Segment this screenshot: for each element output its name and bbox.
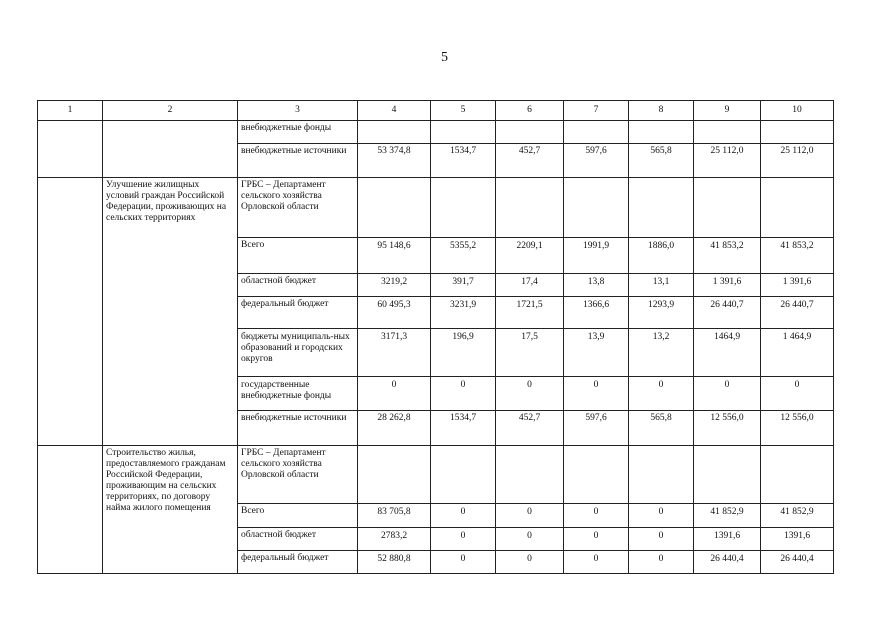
- value-cell: 41 853,2: [694, 238, 761, 274]
- value-cell: [358, 178, 431, 238]
- column-header: 5: [431, 101, 496, 121]
- value-cell: [761, 446, 834, 504]
- column-header: 10: [761, 101, 834, 121]
- program-name: Улучшение жилищных условий граждан Российской Федерации, проживающих на сельских территориях: [103, 178, 238, 446]
- value-cell: 565,8: [629, 144, 694, 178]
- value-cell: 1534,7: [431, 411, 496, 446]
- section-number-cell: [38, 446, 103, 574]
- value-cell: 0: [629, 504, 694, 528]
- value-cell: [358, 446, 431, 504]
- value-cell: [694, 178, 761, 238]
- column-header: 8: [629, 101, 694, 121]
- value-cell: [496, 121, 564, 144]
- column-header: 6: [496, 101, 564, 121]
- value-cell: 1 391,6: [694, 274, 761, 297]
- value-cell: 13,1: [629, 274, 694, 297]
- value-cell: 452,7: [496, 144, 564, 178]
- value-cell: 1534,7: [431, 144, 496, 178]
- column-header: 9: [694, 101, 761, 121]
- value-cell: 52 880,8: [358, 551, 431, 574]
- funding-source: внебюджетные источники: [238, 411, 358, 446]
- funding-source: федеральный бюджет: [238, 551, 358, 574]
- value-cell: 0: [564, 551, 629, 574]
- value-cell: 12 556,0: [694, 411, 761, 446]
- funding-source: областной бюджет: [238, 274, 358, 297]
- funding-source: Всего: [238, 504, 358, 528]
- column-header: 1: [38, 101, 103, 121]
- value-cell: 0: [629, 551, 694, 574]
- value-cell: 26 440,7: [761, 297, 834, 329]
- value-cell: [564, 121, 629, 144]
- funding-source: Всего: [238, 238, 358, 274]
- page-number: 5: [441, 50, 448, 65]
- value-cell: 0: [564, 528, 629, 551]
- funding-source: ГРБС – Департамент сельского хозяйства Орловской области: [238, 178, 358, 238]
- value-cell: 0: [629, 377, 694, 411]
- column-header: 7: [564, 101, 629, 121]
- value-cell: [761, 121, 834, 144]
- value-cell: 3171,3: [358, 329, 431, 377]
- value-cell: 13,8: [564, 274, 629, 297]
- value-cell: 2209,1: [496, 238, 564, 274]
- funding-source: федеральный бюджет: [238, 297, 358, 329]
- value-cell: 597,6: [564, 144, 629, 178]
- value-cell: 452,7: [496, 411, 564, 446]
- value-cell: 0: [629, 528, 694, 551]
- value-cell: [496, 446, 564, 504]
- value-cell: 13,2: [629, 329, 694, 377]
- value-cell: 1991,9: [564, 238, 629, 274]
- value-cell: 0: [431, 528, 496, 551]
- value-cell: 25 112,0: [694, 144, 761, 178]
- value-cell: 0: [496, 551, 564, 574]
- value-cell: 17,4: [496, 274, 564, 297]
- funding-source: ГРБС – Департамент сельского хозяйства Орловской области: [238, 446, 358, 504]
- value-cell: 0: [761, 377, 834, 411]
- budget-table: [37, 100, 834, 574]
- value-cell: 0: [694, 377, 761, 411]
- value-cell: 391,7: [431, 274, 496, 297]
- program-cell: [103, 121, 238, 178]
- table-row: [38, 121, 834, 144]
- value-cell: 1 464,9: [761, 329, 834, 377]
- value-cell: [564, 446, 629, 504]
- value-cell: 3231,9: [431, 297, 496, 329]
- value-cell: 1366,6: [564, 297, 629, 329]
- value-cell: 26 440,7: [694, 297, 761, 329]
- value-cell: 28 262,8: [358, 411, 431, 446]
- value-cell: 83 705,8: [358, 504, 431, 528]
- value-cell: 95 148,6: [358, 238, 431, 274]
- value-cell: 26 440,4: [761, 551, 834, 574]
- value-cell: 1886,0: [629, 238, 694, 274]
- value-cell: 0: [431, 551, 496, 574]
- value-cell: 53 374,8: [358, 144, 431, 178]
- value-cell: 565,8: [629, 411, 694, 446]
- value-cell: 0: [496, 504, 564, 528]
- value-cell: 1391,6: [761, 528, 834, 551]
- value-cell: 0: [496, 377, 564, 411]
- value-cell: 3219,2: [358, 274, 431, 297]
- value-cell: [431, 446, 496, 504]
- table-row: [38, 178, 834, 238]
- value-cell: 26 440,4: [694, 551, 761, 574]
- section-number-cell: [38, 178, 103, 446]
- value-cell: [694, 121, 761, 144]
- value-cell: [431, 178, 496, 238]
- value-cell: [564, 178, 629, 238]
- value-cell: [694, 446, 761, 504]
- column-header: 4: [358, 101, 431, 121]
- funding-source: внебюджетные фонды: [238, 121, 358, 144]
- value-cell: 17,5: [496, 329, 564, 377]
- value-cell: 12 556,0: [761, 411, 834, 446]
- funding-source: государственные внебюджетные фонды: [238, 377, 358, 411]
- section-number-cell: [38, 121, 103, 178]
- value-cell: 1 391,6: [761, 274, 834, 297]
- value-cell: 41 852,9: [694, 504, 761, 528]
- value-cell: [496, 178, 564, 238]
- funding-source: областной бюджет: [238, 528, 358, 551]
- program-name: Строительство жилья, предоставляемого гражданам Российской Федерации, проживающим на сельских территориях, по договору найма жилого помещения: [103, 446, 238, 574]
- column-header: 3: [238, 101, 358, 121]
- value-cell: [629, 121, 694, 144]
- column-header: 2: [103, 101, 238, 121]
- value-cell: 25 112,0: [761, 144, 834, 178]
- value-cell: 41 853,2: [761, 238, 834, 274]
- value-cell: 597,6: [564, 411, 629, 446]
- value-cell: [761, 178, 834, 238]
- value-cell: [431, 121, 496, 144]
- value-cell: 60 495,3: [358, 297, 431, 329]
- value-cell: 0: [564, 377, 629, 411]
- value-cell: 41 852,9: [761, 504, 834, 528]
- value-cell: [629, 446, 694, 504]
- value-cell: 1391,6: [694, 528, 761, 551]
- value-cell: 0: [564, 504, 629, 528]
- value-cell: 196,9: [431, 329, 496, 377]
- value-cell: 0: [496, 528, 564, 551]
- value-cell: 13,9: [564, 329, 629, 377]
- value-cell: 2783,2: [358, 528, 431, 551]
- value-cell: 1464,9: [694, 329, 761, 377]
- table-row: [38, 446, 834, 504]
- value-cell: 0: [431, 504, 496, 528]
- value-cell: 0: [431, 377, 496, 411]
- funding-source: бюджеты муниципаль-ных образований и городских округов: [238, 329, 358, 377]
- funding-source: внебюджетные источники: [238, 144, 358, 178]
- value-cell: 0: [358, 377, 431, 411]
- value-cell: 5355,2: [431, 238, 496, 274]
- value-cell: [358, 121, 431, 144]
- value-cell: [629, 178, 694, 238]
- value-cell: 1293,9: [629, 297, 694, 329]
- header-row: [38, 101, 834, 121]
- value-cell: 1721,5: [496, 297, 564, 329]
